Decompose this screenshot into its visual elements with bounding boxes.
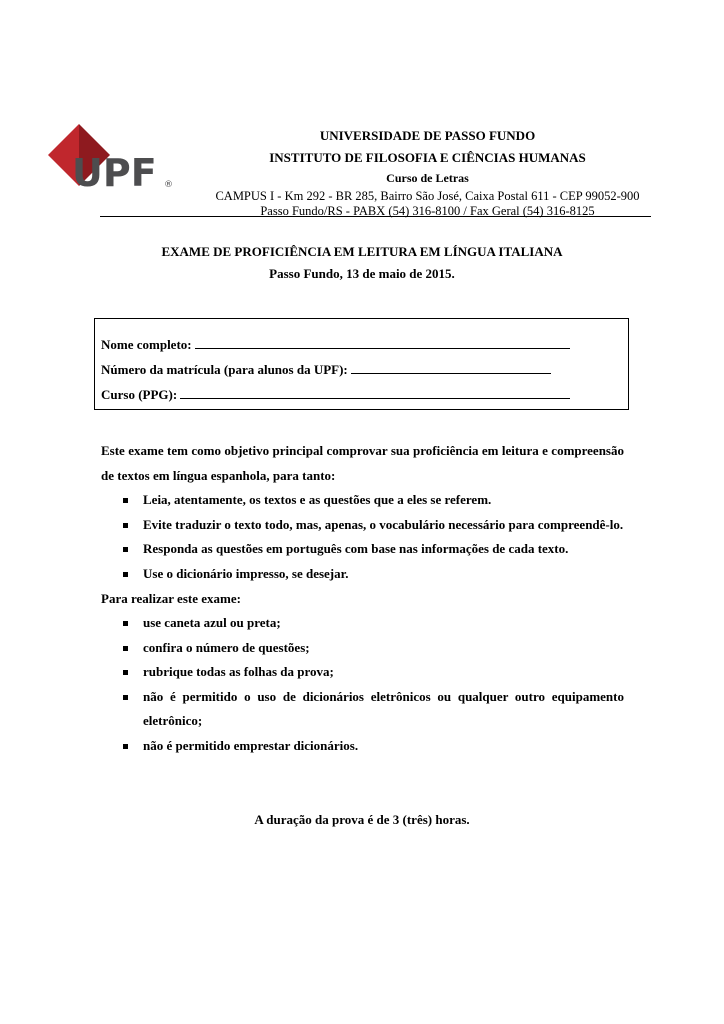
university-name: UNIVERSIDADE DE PASSO FUNDO [319, 128, 536, 143]
logo-registered-mark: ® [164, 180, 173, 190]
list-item: não é permitido o uso de dicionários eletrônicos ou qualquer outro equipamento eletrônico; [101, 685, 624, 734]
campus-address: CAMPUS I - Km 292 - BR 285, Bairro São José, Caixa Postal 611 - CEP 99052-900 [215, 189, 640, 203]
name-field[interactable] [195, 336, 570, 349]
list-item: Leia, atentamente, os textos e as questões que a eles se referem. [101, 488, 624, 513]
instructions [101, 438, 624, 758]
list-item: Use o dicionário impresso, se desejar. [101, 562, 624, 587]
matricula-field[interactable] [351, 361, 551, 374]
exam-date: Passo Fundo, 13 de maio de 2015. [269, 266, 455, 281]
list-item: confira o número de questões; [101, 636, 624, 661]
institution-header [190, 125, 665, 219]
logo-text: UPF [72, 151, 157, 190]
bullet-icon [123, 547, 128, 552]
bullet-icon [123, 523, 128, 528]
exam-duration: A duração da prova é de 3 (três) horas. [254, 812, 470, 827]
upf-logo [48, 124, 174, 190]
rules-list [101, 611, 624, 758]
student-info-box [94, 318, 629, 410]
course-field[interactable] [180, 386, 570, 399]
list-item: Evite traduzir o texto todo, mas, apenas, o vocabulário necessário para compreendê-lo. [101, 513, 624, 538]
list-item: rubrique todas as folhas da prova; [101, 660, 624, 685]
header-divider [100, 216, 651, 217]
contact-info: Passo Fundo/RS - PABX (54) 316-8100 / Fax Geral (54) 316-8125 [260, 204, 595, 218]
list-item: Responda as questões em português com base nas informações de cada texto. [101, 537, 624, 562]
list-item: não é permitido emprestar dicionários. [101, 734, 624, 759]
bullet-icon [123, 646, 128, 651]
bullet-icon [123, 695, 128, 700]
intro-paragraph: Este exame tem como objetivo principal comprovar sua proficiência em leitura e compreensão de textos em língua espanhola, para tanto: [101, 443, 624, 483]
course-label: Curso (PPG): [101, 387, 178, 402]
bullet-icon [123, 621, 128, 626]
course-row [101, 386, 570, 403]
rules-title: Para realizar este exame: [101, 591, 241, 606]
course-name: Curso de Letras [386, 171, 469, 185]
bullet-icon [123, 498, 128, 503]
name-label: Nome completo: [101, 337, 192, 352]
exam-title: EXAME DE PROFICIÊNCIA EM LEITURA EM LÍNGUA ITALIANA [161, 244, 563, 259]
bullet-icon [123, 572, 128, 577]
matricula-row [101, 361, 551, 378]
institute-name: INSTITUTO DE FILOSOFIA E CIÊNCIAS HUMANAS [269, 150, 586, 165]
list-item: use caneta azul ou preta; [101, 611, 624, 636]
name-row [101, 336, 570, 353]
matricula-label: Número da matrícula (para alunos da UPF): [101, 362, 348, 377]
bullet-icon [123, 670, 128, 675]
bullet-icon [123, 744, 128, 749]
instruction-list [101, 488, 624, 586]
